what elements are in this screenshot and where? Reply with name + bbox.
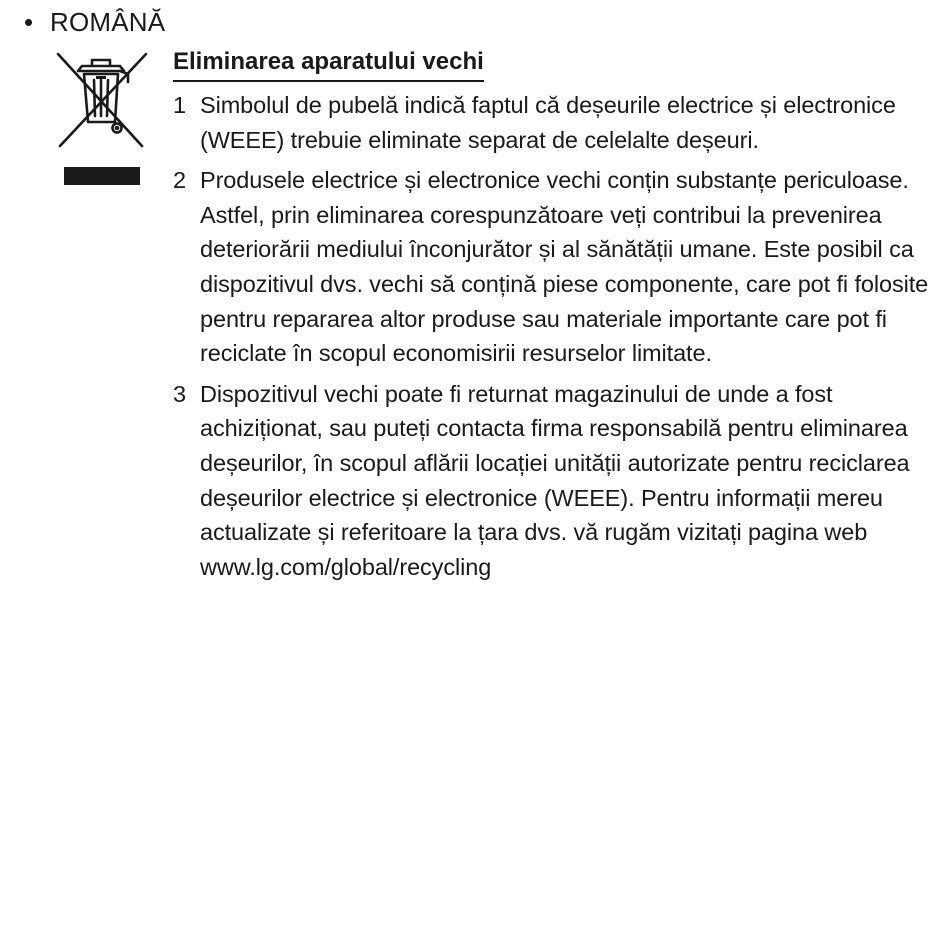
item-number: 1 <box>173 92 186 118</box>
item-text: Simbolul de pubelă indică faptul că deșeurile electrice și electronice (WEEE) trebuie eliminate separat de celelalte deșeuri. <box>200 92 896 153</box>
item-text: Produsele electrice și electronice vechi conțin substanțe periculoase. Astfel, prin eliminarea corespunzătoare veți contribui la prevenirea deteriorării mediului înconjurător și al sănătății umane. Este posibil ca dispozitivul dvs. vechi să conțină piese componente, care pot fi folosite pentru repararea altor produse sau materiale importante care pot fi reciclate în scopul economisirii resurselor limitate. <box>200 167 929 367</box>
weee-bin-icon <box>54 52 150 192</box>
section-title: Eliminarea aparatului vechi <box>173 44 484 82</box>
language-heading <box>24 4 165 40</box>
bullet: • <box>24 7 34 37</box>
item-number: 3 <box>173 380 186 407</box>
item-text: Dispozitivul vechi poate fi returnat magazinului de unde a fost achiziționat, sau puteți contacta firma responsabilă pentru eliminarea deșeurilor, în scopul aflării locației unității autorizate pentru reciclarea deșeurilor electrice și electronice (WEEE). Pentru informații mereu actualizate și referitoare la țara dvs. vă rugăm vizitați pagina web www.lg.com/global/recycling <box>200 380 910 580</box>
language-label: ROMÂNĂ <box>50 7 166 37</box>
item-number: 2 <box>173 167 186 194</box>
list-item <box>173 88 933 157</box>
list-item <box>173 377 933 585</box>
disposal-steps-list <box>173 88 933 584</box>
list-item <box>173 163 933 371</box>
disposal-section <box>173 44 933 590</box>
